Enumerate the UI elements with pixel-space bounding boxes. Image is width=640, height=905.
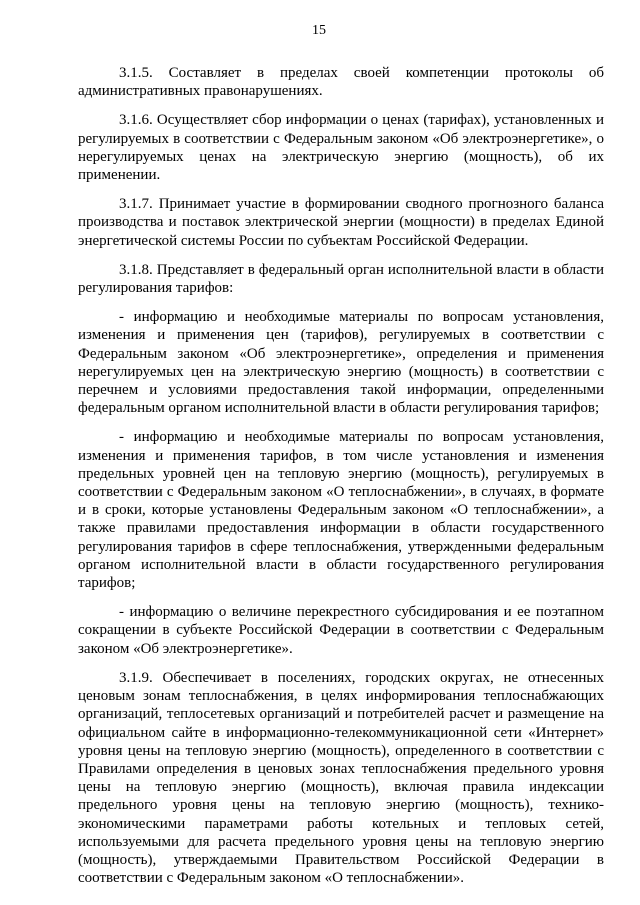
- paragraph-3-1-7: 3.1.7. Принимает участие в формировании сводного прогнозного баланса производства и поставок электрической энергии (мощности) в пределах Единой энергетической системы России по субъектам Российской Федерации.: [78, 196, 604, 249]
- page-number: 15: [312, 23, 326, 38]
- paragraph-3-1-8: 3.1.8. Представляет в федеральный орган исполнительной власти в области регулирования тарифов:: [78, 261, 604, 297]
- list-item-cross-subsidy: - информацию о величине перекрестного субсидирования и ее поэтапном сокращении в субъекте Российской Федерации в соответствии с Федеральным законом «Об электроэнергетике».: [78, 604, 604, 657]
- paragraph-3-1-9: 3.1.9. Обеспечивает в поселениях, городских округах, не отнесенных ценовым зонам теплоснабжения, в целях информирования теплоснабжающих организаций, теплосетевых организаций и потребителей расчет и размещение на официальном сайте в информационно-телекоммуникационной сети «Интернет» уровня цены на тепловую энергию (мощность), определенного в соответствии с Правилами определения в ценовых зонах теплоснабжения предельного уровня цены на тепловую энергию (мощность), включая правила индексации предельного уровня цены на тепловую энергию (мощность), технико-экономическими параметрами работы котельных и тепловых сетей, используемыми для расчета предельного уровня цены на тепловую энергию (мощность), утверждаемыми Правительством Российской Федерации в соответствии с Федеральным законом «О теплоснабжении».: [78, 669, 604, 887]
- list-item-electricity-info: - информацию и необходимые материалы по вопросам установления, изменения и применения цен (тарифов), регулируемых в соответствии с Федеральным законом «Об электроэнергетике», определения и применения нерегулируемых цен на электрическую энергию (мощность) в соответствии с перечнем и условиями предоставления такой информации, определенными федеральным органом исполнительной власти в области регулирования тарифов;: [78, 309, 604, 417]
- paragraph-3-1-5: 3.1.5. Составляет в пределах своей компетенции протоколы об административных правонарушениях.: [78, 65, 604, 100]
- list-item-heat-info: - информацию и необходимые материалы по вопросам установления, изменения и применения тарифов, в том числе установления и изменения предельных уровней цен на тепловую энергию (мощность), регулируемых в соответствии с Федеральным законом «О теплоснабжении», в случаях, в формате и в сроки, которые установлены Федеральным законом «О теплоснабжении», а также правилами предоставления информации в области государственного регулирования тарифов в сфере теплоснабжения, утвержденными федеральным органом исполнительной власти в области государственного регулирования тарифов;: [78, 429, 604, 592]
- paragraph-3-1-6: 3.1.6. Осуществляет сбор информации о ценах (тарифах), установленных и регулируемых в соответствии с Федеральным законом «Об электроэнергетике», о нерегулируемых ценах на электрическую энергию (мощность), об их применении.: [78, 112, 604, 184]
